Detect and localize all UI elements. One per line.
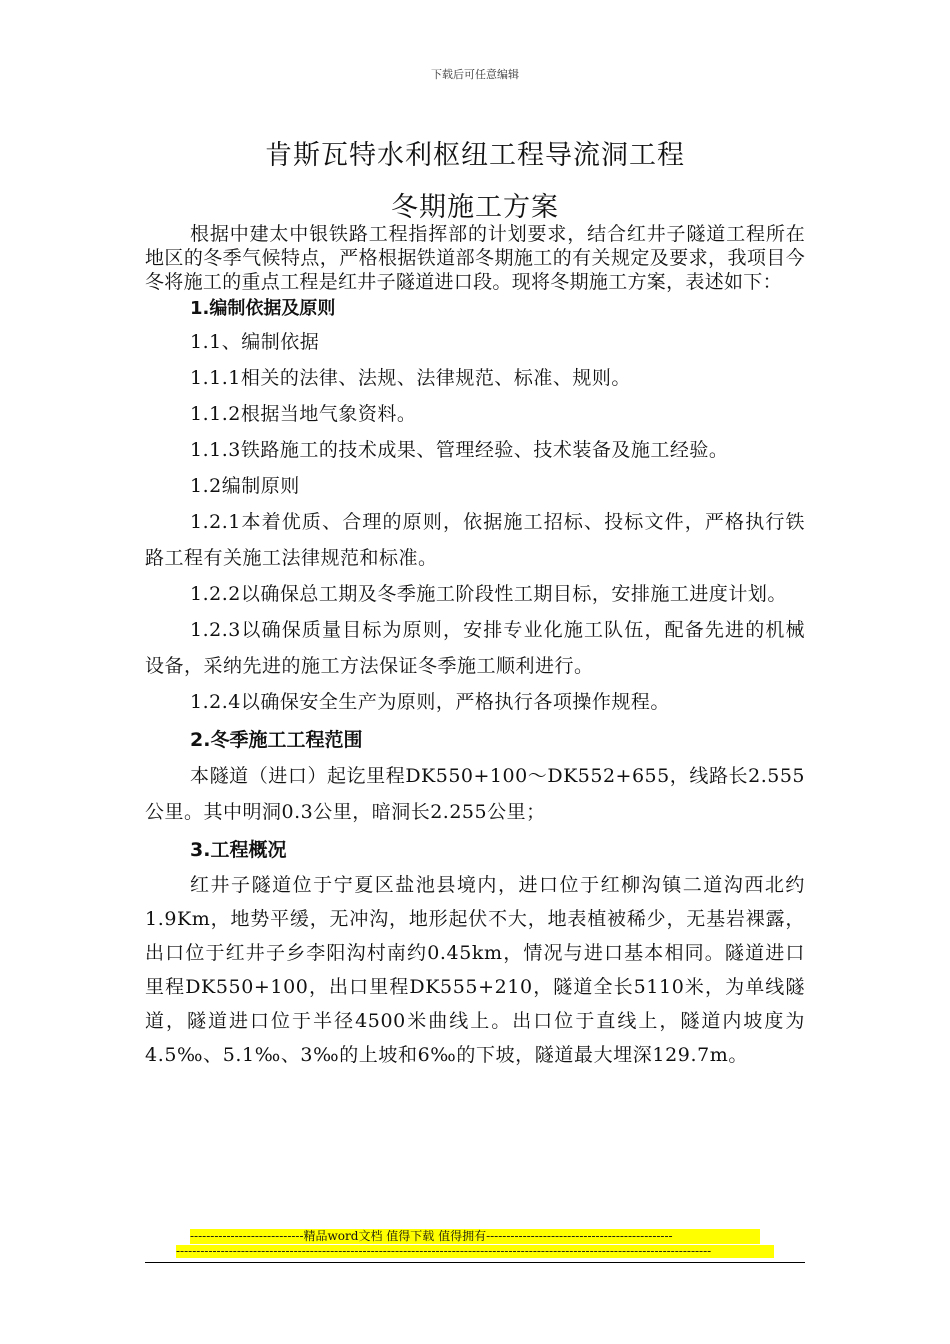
footer-dashes: ------------------------------------------------------------------------------------------------------------------------------------ bbox=[176, 1245, 774, 1258]
item-1-2-4: 1.2.4以确保安全生产为原则，严格执行各项操作规程。 bbox=[190, 691, 670, 713]
item-1-1-1: 1.1.1相关的法律、法规、法律规范、标准、规则。 bbox=[190, 367, 631, 389]
subsection-1-1: 1.1、编制依据 bbox=[190, 331, 320, 353]
section-1-heading: 1.编制依据及原则 bbox=[190, 298, 336, 319]
document-title: 肯斯瓦特水利枢纽工程导流洞工程 bbox=[265, 140, 685, 171]
item-1-1-2: 1.1.2根据当地气象资料。 bbox=[190, 403, 417, 425]
section-3-body: 红井子隧道位于宁夏区盐池县境内，进口位于红柳沟镇二道沟西北约1.9Km，地势平缓，无冲沟，地形起伏不大，地表植被稀少，无基岩裸露，出口位于红井子乡李阳沟村南约0.45km，情况与进口基本相同。隧道进口里程DK550+100，出口里程DK555+210，隧道全长5110米，为单线隧道，隧道进口位于半径4500米曲线上。出口位于直线上，隧道内坡度为4.5‰、5.1‰、3‰的上坡和6‰的下坡，隧道最大埋深129.7m。 bbox=[145, 874, 805, 1066]
item-1-1-3: 1.1.3铁路施工的技术成果、管理经验、技术装备及施工经验。 bbox=[190, 439, 729, 461]
item-1-2-2: 1.2.2以确保总工期及冬季施工阶段性工期目标，安排施工进度计划。 bbox=[190, 583, 787, 605]
footer-banner: ----------------------------精品word文档 值得下载 值得拥有---------------------------------------------- bbox=[190, 1229, 760, 1244]
intro-paragraph: 根据中建太中银铁路工程指挥部的计划要求，结合红井子隧道工程所在地区的冬季气候特点，严格根据铁道部冬期施工的有关规定及要求，我项目今冬将施工的重点工程是红井子隧道进口段。现将冬期施工方案，表述如下： bbox=[145, 223, 805, 293]
subsection-1-2: 1.2编制原则 bbox=[190, 475, 300, 497]
item-1-2-3: 1.2.3以确保质量目标为原则，安排专业化施工队伍，配备先进的机械设备，采纳先进的施工方法保证冬季施工顺利进行。 bbox=[145, 619, 805, 677]
document-body bbox=[145, 222, 805, 1072]
footer-rule bbox=[145, 1262, 805, 1263]
header-note: 下载后可任意编辑 bbox=[431, 68, 519, 81]
document-subtitle: 冬期施工方案 bbox=[391, 192, 559, 223]
section-2-heading: 2.冬季施工工程范围 bbox=[190, 729, 363, 751]
section-2-body: 本隧道（进口）起讫里程DK550+100～DK552+655，线路长2.555公里。其中明洞0.3公里，暗洞长2.255公里； bbox=[145, 765, 805, 823]
item-1-2-1: 1.2.1本着优质、合理的原则，依据施工招标、投标文件，严格执行铁路工程有关施工法律规范和标准。 bbox=[145, 511, 805, 569]
section-3-heading: 3.工程概况 bbox=[190, 839, 287, 861]
